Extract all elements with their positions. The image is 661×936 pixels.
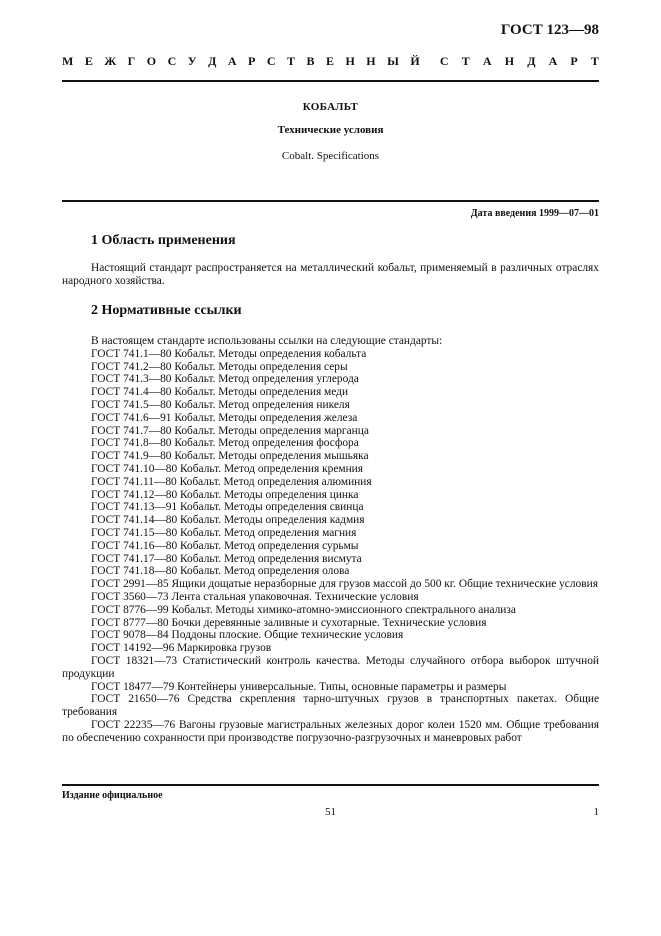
reference-item: ГОСТ 741.11—80 Кобальт. Метод определения алюминия (91, 475, 372, 488)
reference-item: ГОСТ 741.6—91 Кобальт. Методы определения железа (91, 411, 358, 424)
title-rule (62, 200, 599, 202)
reference-item: ГОСТ 3560—73 Лента стальная упаковочная. Технические условия (91, 590, 419, 603)
document-subtitle: Технические условия (277, 124, 384, 136)
reference-item: ГОСТ 741.15—80 Кобальт. Метод определения магния (91, 526, 357, 539)
reference-item: ГОСТ 2991—85 Ящики дощатые неразборные для грузов массой до 500 кг. Общие технические условия (91, 578, 598, 591)
section-1-heading: 1 Область применения (91, 233, 236, 248)
normative-references (62, 335, 599, 745)
document-title: КОБАЛЬТ (302, 101, 359, 113)
top-rule (62, 80, 599, 82)
gost-code: ГОСТ 123—98 (500, 22, 599, 38)
official-edition-label: Издание официальное (62, 790, 163, 801)
section-2-heading: 2 Нормативные ссылки (91, 303, 242, 318)
reference-item: ГОСТ 741.7—80 Кобальт. Методы определения марганца (91, 424, 369, 437)
reference-item: ГОСТ 9078—84 Поддоны плоские. Общие технические условия (91, 629, 404, 642)
reference-item: ГОСТ 741.14—80 Кобальт. Методы определения кадмия (91, 514, 365, 527)
section-1-text: Настоящий стандарт распространяется на металлический кобальт, применяемый в различных отраслях народного хозяйства. (62, 262, 599, 287)
reference-item: ГОСТ 741.18—80 Кобальт. Метод определения олова (91, 565, 350, 578)
reference-item: ГОСТ 18321—73 Статистический контроль качества. Методы случайного отбора выборок штучной продукции (62, 654, 599, 680)
banner-word-2: С Т А Н Д А Р Т (439, 54, 599, 68)
reference-item: ГОСТ 8777—80 Бочки деревянные заливные и сухотарные. Технические условия (91, 616, 487, 629)
reference-item: ГОСТ 741.2—80 Кобальт. Методы определения серы (91, 360, 348, 373)
reference-item: ГОСТ 22235—76 Вагоны грузовые магистральных железных дорог колеи 1520 мм. Общие требования по обеспечению сохранности при производстве погрузочно-разгрузочных и маневровых работ (62, 718, 599, 744)
bottom-rule (62, 784, 599, 786)
reference-item: ГОСТ 741.12—80 Кобальт. Методы определения цинка (91, 488, 359, 501)
reference-item: ГОСТ 8776—99 Кобальт. Методы химико-атомно-эмиссионного спектрального анализа (91, 603, 516, 616)
reference-item: ГОСТ 741.3—80 Кобальт. Метод определения углерода (91, 373, 359, 386)
reference-item: ГОСТ 741.17—80 Кобальт. Метод определения висмута (91, 552, 362, 565)
reference-item: ГОСТ 741.9—80 Кобальт. Методы определения мышьяка (91, 450, 369, 463)
reference-item: ГОСТ 14192—96 Маркировка грузов (91, 642, 272, 655)
reference-item: ГОСТ 741.5—80 Кобальт. Метод определения никеля (91, 398, 350, 411)
reference-item: ГОСТ 741.4—80 Кобальт. Методы определения меди (91, 386, 349, 399)
reference-item: ГОСТ 741.8—80 Кобальт. Метод определения фосфора (91, 437, 359, 450)
reference-item: ГОСТ 741.10—80 Кобальт. Метод определения кремния (91, 462, 364, 475)
introduction-date: Дата введения 1999—07—01 (470, 208, 599, 219)
reference-list (62, 348, 599, 745)
reference-item: ГОСТ 741.1—80 Кобальт. Методы определения кобальта (91, 347, 367, 360)
reference-item: ГОСТ 741.13—91 Кобальт. Методы определения свинца (91, 501, 364, 514)
reference-item: ГОСТ 18477—79 Контейнеры универсальные. Типы, основные параметры и размеры (91, 680, 507, 693)
sheet-number: 1 (593, 806, 599, 818)
interstate-standard-banner (62, 54, 599, 69)
reference-item: ГОСТ 21650—76 Средства скрепления тарно-штучных грузов в транспортных пакетах. Общие требования (62, 693, 599, 719)
reference-item: ГОСТ 741.16—80 Кобальт. Метод определения сурьмы (91, 539, 359, 552)
banner-word-1: М Е Ж Г О С У Д А Р С Т В Е Н Н Ы Й (62, 54, 420, 68)
references-lead: В настоящем стандарте использованы ссылки на следующие стандарты: (91, 335, 443, 347)
page-number: 51 (325, 806, 336, 818)
english-title: Cobalt. Specifications (281, 150, 380, 162)
banner-gap (420, 54, 440, 69)
